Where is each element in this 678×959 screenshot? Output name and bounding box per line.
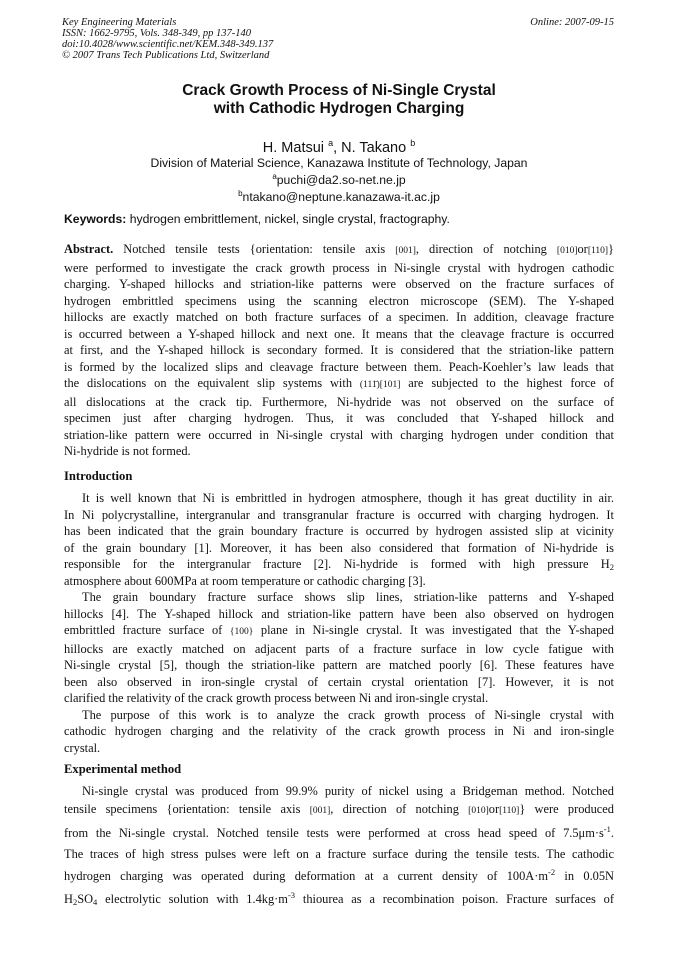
intro-p3-line-1: The purpose of this work is to analyze the crack growth process of Ni-single crystal with: [82, 707, 614, 722]
miller-index: [110]: [587, 246, 609, 256]
intro-p2-line-3: [64, 622, 614, 641]
miller-index: [001]: [395, 246, 416, 256]
exp-text: from the Ni-single crystal. Notched tensile tests were performed at cross head speed of 7.5μm·s: [64, 825, 604, 840]
abstract-text: }: [608, 242, 614, 256]
exp-text: SO: [77, 891, 94, 906]
issn-line: ISSN: 1662-9795, Vols. 348-349, pp 137-140: [62, 28, 251, 39]
abstract-line-13: Ni-hydride is not formed.: [64, 444, 191, 458]
exp-text: or: [488, 801, 500, 816]
exp-text: hydrogen charging was operated during deformation at a current density of 100A·m: [64, 868, 549, 883]
miller-index: {100}: [229, 627, 254, 637]
intro-p1-line-6: atmosphere about 600MPa at room temperature or cathodic charging [3].: [64, 573, 426, 588]
intro-p3-line-2: cathodic hydrogen charging and the relativity of the crack growth process in Ni and iron-single: [64, 724, 614, 738]
intro-text: plane in Ni-single crystal. It was investigated that the Y-shaped: [253, 623, 614, 637]
intro-p1-line-3: has been indicated that the grain boundary fracture is occurred by hydrogen assisted slip at vicinity: [64, 524, 614, 538]
title-line-1: Crack Growth Process of Ni-Single Crystal: [182, 82, 496, 99]
exp-text: in 0.05N: [555, 868, 615, 883]
superscript: -2: [548, 866, 556, 877]
email-a-line: [0, 170, 678, 187]
intro-p2-line-1: The grain boundary fracture surface shows slip lines, striation-like patterns and Y-shaped: [82, 590, 614, 604]
superscript: -1: [603, 823, 611, 834]
exp-line-2: [64, 800, 614, 821]
abstract-text: or: [577, 242, 588, 256]
intro-p2-line-2: hillocks [4]. The Y-shaped hillock and striation-like pattern have been also observed on hydrogen: [64, 606, 614, 621]
author-1: H. Matsui: [262, 140, 325, 156]
email-b-line: [0, 187, 678, 204]
abstract-line-1: [64, 241, 614, 260]
experimental-body: [64, 783, 614, 910]
miller-index: [001]: [309, 805, 331, 816]
miller-index: [010]: [468, 805, 489, 816]
abstract-line-7: at first, and the Y-shaped hillock is secondary formed. It is considered that the striation-like pattern: [64, 343, 614, 357]
copyright-line: © 2007 Trans Tech Publications Ltd, Switzerland: [62, 50, 270, 61]
abstract-line-11: specimen just after charging hydrogen. Thus, it was concluded that Y-shaped hillock and: [64, 411, 614, 425]
subscript: 2: [72, 896, 78, 907]
exp-line-4: The traces of high stress pulses were left on a fracture surface during the tensile tests. The cathodic: [64, 846, 614, 861]
subscript: 2: [609, 562, 614, 572]
email-b[interactable]: ntakano@neptune.kanazawa-it.ac.jp: [242, 190, 440, 204]
exp-line-1: Ni-single crystal was produced from 99.9% purity of nickel using a Bridgeman method. Notched: [82, 784, 614, 798]
journal-name: Key Engineering Materials: [62, 17, 177, 28]
abstract: [64, 241, 614, 460]
paper-title: [0, 82, 678, 118]
abstract-line-3: charging. Y-shaped hillocks and striation-like patterns were observed on the fracture surfaces of: [64, 277, 614, 291]
author-2: N. Takano: [341, 140, 407, 156]
miller-index: [010]: [556, 246, 578, 256]
intro-p2-line-4: hillocks are exactly matched on adjacent parts of a fracture surface in low cycle fatigue with: [64, 641, 614, 656]
title-line-2: with Cathodic Hydrogen Charging: [213, 100, 465, 117]
miller-index: [110]: [499, 805, 520, 816]
author-list: [0, 135, 678, 157]
doi-line: doi:10.4028/www.scientific.net/KEM.348-349.137: [62, 39, 274, 50]
abstract-line-10: all dislocations at the crack tip. Furthermore, Ni-hydride was not observed on the surface of: [64, 394, 614, 409]
intro-text: responsible for the intergranular fracture [2]. Ni-hydride is formed with high pressure H: [64, 557, 610, 571]
abstract-text: Notched tensile tests {orientation: tensile axis: [113, 242, 396, 256]
keywords: [64, 212, 624, 226]
exp-line-3: [64, 821, 614, 845]
abstract-text: are subjected to the highest force of: [400, 376, 614, 390]
exp-text: .: [610, 825, 614, 840]
email-a[interactable]: puchi@da2.so-net.ne.jp: [276, 173, 406, 187]
exp-text: , direction of notching: [330, 801, 469, 816]
intro-p1-line-1: It is well known that Ni is embrittled in hydrogen atmosphere, though it has great ductility in air.: [82, 491, 614, 505]
slip-system: (111̄)[101]: [359, 380, 401, 390]
email-a-sup: a: [272, 172, 277, 181]
intro-p1-line-2: In Ni polycrystalline, intergranular and transgranular fracture is occurred with charging hydrogen. It: [64, 507, 614, 522]
author-2-sup: b: [410, 138, 416, 148]
abstract-line-4: hydrogen embrittled specimens using the scanning electron microscope (SEM). The Y-shaped: [64, 293, 614, 308]
abstract-label: Abstract.: [64, 242, 114, 256]
abstract-line-6: is occurred between a Y-shaped hillock and next one. It means that the cleavage fracture is occurred: [64, 326, 614, 341]
keywords-label: Keywords:: [64, 212, 127, 226]
introduction-body: [64, 490, 614, 756]
subscript: 4: [93, 896, 98, 907]
abstract-line-9: [64, 375, 614, 394]
abstract-line-12: striation-like pattern were occurred in Ni-single crystal with charging hydrogen under condition that: [64, 427, 614, 442]
abstract-line-2: were performed to investigate the crack growth process in Ni-single crystal with hydrogen cathodic: [64, 260, 614, 275]
intro-text: embrittled fracture surface of: [64, 623, 230, 637]
intro-p1-line-5: [64, 556, 614, 573]
affiliation: [0, 156, 678, 204]
intro-p1-line-4: of the grain boundary [1]. Moreover, it has been also considered that formation of Ni-hydride is: [64, 540, 614, 555]
introduction-heading: Introduction: [64, 469, 133, 483]
author-1-sup: a: [328, 138, 334, 148]
exp-text: thiourea as a recombination poison. Fracture surfaces of: [295, 891, 614, 906]
abstract-line-5: hillocks are exactly matched on both fracture surfaces of a specimen. In addition, cleavage fracture: [64, 310, 614, 324]
online-date: Online: 2007-09-15: [530, 17, 614, 28]
superscript: -3: [287, 889, 296, 900]
author-separator: ,: [333, 140, 342, 156]
intro-p2-line-7: clarified the relativity of the crack growth process between Ni and iron-single crystal.: [64, 691, 489, 705]
intro-p2-line-6: been also observed in iron-single crystal of certain crystal orientation [7]. However, it is not: [64, 674, 614, 689]
intro-p2-line-5: Ni-single crystal [5], though the striation-like pattern are matched poorly [6]. These features have: [64, 658, 614, 672]
abstract-text: the dislocations on the equivalent slip systems with: [64, 376, 360, 390]
institution: Division of Material Science, Kanazawa Institute of Technology, Japan: [150, 156, 528, 170]
abstract-text: , direction of notching: [415, 242, 557, 256]
exp-line-6: [64, 888, 614, 910]
journal-header: [62, 17, 273, 61]
exp-text: electrolytic solution with 1.4kg·m: [97, 891, 288, 906]
exp-text: } were produced: [519, 801, 614, 816]
exp-text: H: [64, 891, 73, 906]
email-b-sup: b: [238, 189, 243, 198]
keywords-text: hydrogen embrittlement, nickel, single crystal, fractography.: [126, 212, 450, 226]
exp-line-5: [64, 864, 614, 888]
exp-text: tensile specimens {orientation: tensile axis: [64, 801, 310, 816]
abstract-line-8: is formed by the localized slips and cleavage fracture between them. Peach-Koehler’s law leads that: [64, 359, 614, 374]
experimental-heading: Experimental method: [64, 762, 182, 776]
intro-p3-line-3: crystal.: [64, 740, 101, 755]
